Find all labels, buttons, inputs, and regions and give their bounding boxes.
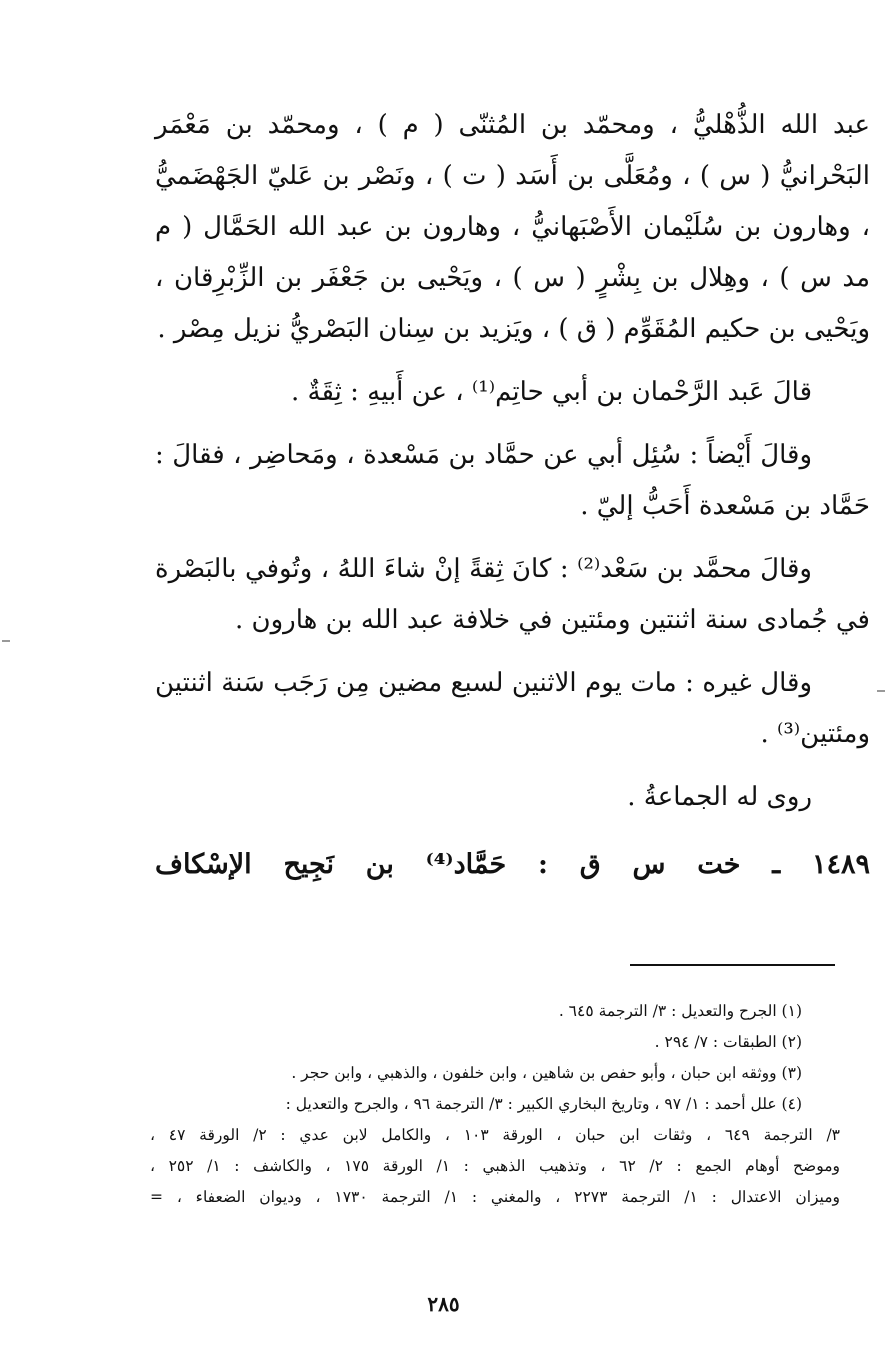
main-text bbox=[155, 100, 870, 890]
paragraph-ibn-abi-hatim: قالَ عَبد الرَّحْمان بن أبي حاتِم⁽¹⁾ ، عن أَبيهِ : ثِقَةٌ . bbox=[291, 377, 812, 407]
paragraph-ibn-saad: وقالَ محمَّد بن سَعْد⁽²⁾ : كانَ ثِقةً إنْ شاءَ اللهُ ، وتُوفي بالبَصْرة في جُمادى سنة اثنتين ومئتين في خلافة عبد الله بن هارون . bbox=[155, 554, 870, 635]
footnote-4-line-4: وميزان الاعتدال : ١/ الترجمة ٢٢٧٣ ، والمغني : ١/ الترجمة ١٧٣٠ ، وديوان الضعفاء ، = bbox=[150, 1188, 841, 1206]
paragraph-narrators: عبد الله الذُّهْليُّ ، ومحمّد بن المُثنّى ( م ) ، ومحمّد بن مَعْمَر البَحْرانيُّ ( س ) ، ومُعَلَّى بن أَسَد ( ت ) ، ونَصْر بن عَليّ الجَهْضَميُّ ، وهارون بن سُلَيْمان الأَصْبَهانيُّ ، وهارون بن عبد الله الحَمَّال ( م مد س ) ، وهِلال بن بِشْرٍ ( س ) ، ويَحْيى بن جَعْفَر بن الزِّبْرِقان ، ويَحْيى بن حكيم المُقَوِّم ( ق ) ، ويَزيد بن سِنان البَصْريُّ نزيل مِصْر . bbox=[155, 110, 870, 344]
page-number: ٢٨٥ bbox=[427, 1292, 460, 1316]
margin-mark bbox=[2, 640, 10, 642]
footnote-4: (٤) علل أحمد : ١/ ٩٧ ، وتاريخ البخاري الكبير : ٣/ الترجمة ٩٦ ، والجرح والتعديل : bbox=[285, 1095, 802, 1113]
footnote-separator bbox=[630, 964, 835, 966]
paragraph-narrated-by: روى له الجماعةُ . bbox=[627, 782, 812, 812]
footnotes bbox=[150, 996, 840, 1213]
footnote-4-line-2: ٣/ الترجمة ٦٤٩ ، وثقات ابن حبان ، الورقة ١٠٣ ، والكامل لابن عدي : ٢/ الورقة ٤٧ ، bbox=[150, 1126, 840, 1144]
footnote-4-line-3: وموضح أوهام الجمع : ٢/ ٦٢ ، وتذهيب الذهبي : ١/ الورقة ١٧٥ ، والكاشف : ١/ ٢٥٢ ، bbox=[150, 1157, 840, 1175]
paragraph-death-date: وقال غيره : مات يوم الاثنين لسبع مضين مِن رَجَب سَنة اثنتين ومئتين⁽³⁾ . bbox=[155, 668, 870, 749]
footnote-3: (٣) ووثقه ابن حبان ، وأبو حفص بن شاهين ، وابن خلفون ، والذهبي ، وابن حجر . bbox=[291, 1064, 802, 1082]
paragraph-abu-hatim-question: وقالَ أَيْضاً : سُئِل أبي عن حمَّاد بن مَسْعدة ، ومَحاضِر ، فقالَ : حَمَّاد بن مَسْعدة أَحَبُّ إليّ . bbox=[155, 440, 870, 521]
footnote-2: (٢) الطبقات : ٧/ ٢٩٤ . bbox=[654, 1033, 802, 1051]
entry-heading: ١٤٨٩ ـ خت س ق : حَمَّاد⁽⁴⁾ بن نَجِيح الإسْكاف bbox=[155, 849, 870, 880]
margin-mark bbox=[877, 690, 885, 692]
footnote-1: (١) الجرح والتعديل : ٣/ الترجمة ٦٤٥ . bbox=[558, 1002, 802, 1020]
